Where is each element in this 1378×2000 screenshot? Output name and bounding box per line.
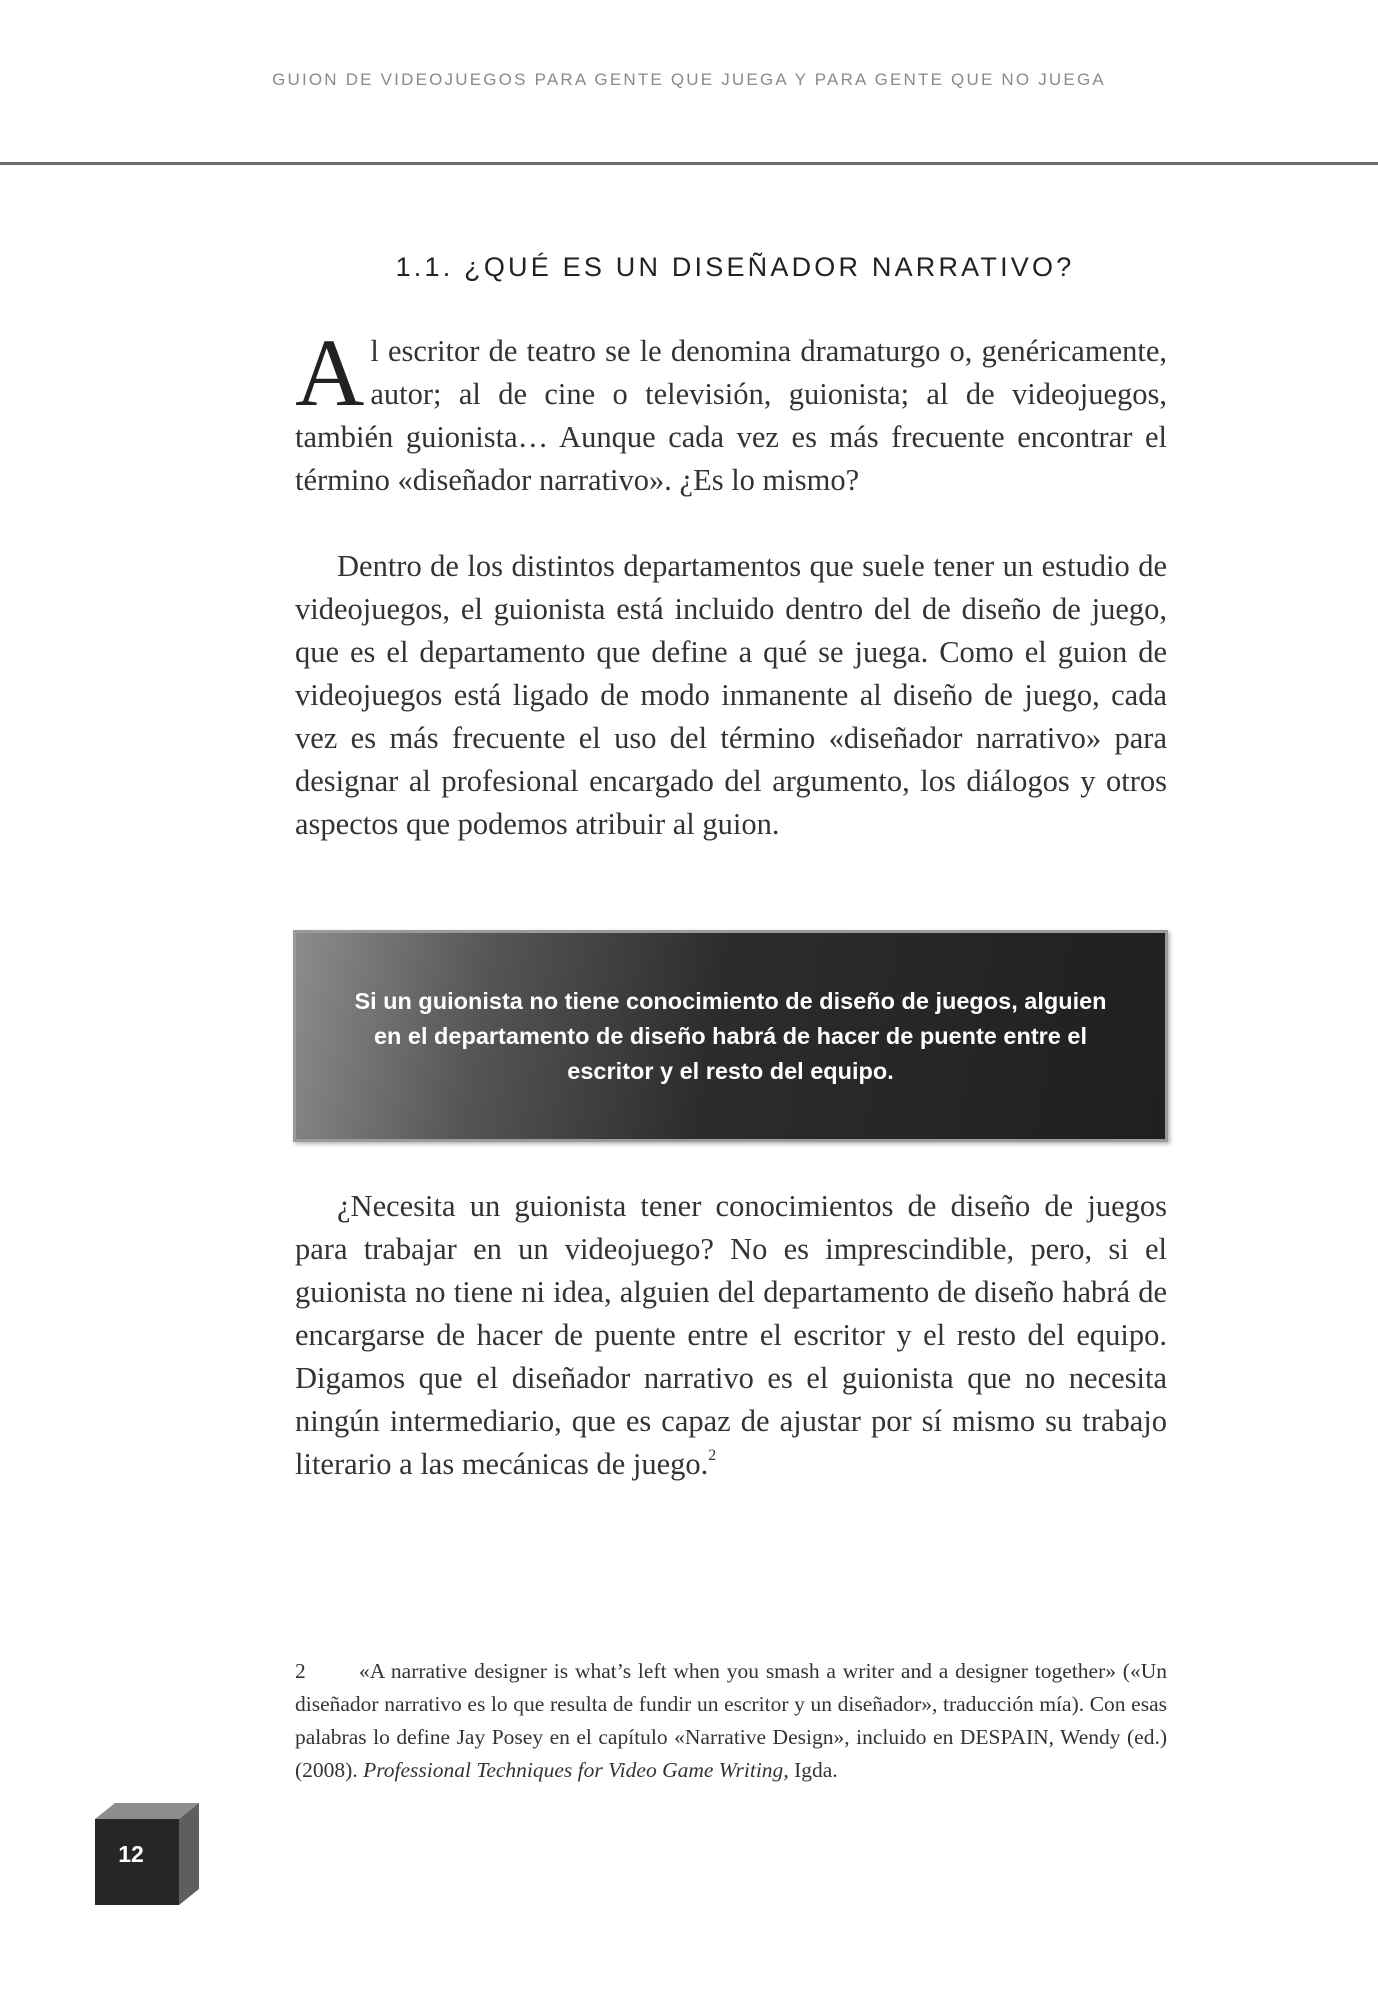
footnote <box>295 1655 1167 1787</box>
paragraph-1-text: l escritor de teatro se le denomina dramaturgo o, genéricamente, autor; al de cine o televisión, guionista; al de videojuegos, también guionista… Aunque cada vez es más frecuente encontrar el término «diseñador narrativo». ¿Es lo mismo? <box>295 334 1167 497</box>
callout-text: Si un guionista no tiene conocimiento de diseño de juegos, alguien en el departamento de diseño habrá de hacer de puente entre el escritor y el resto del equipo. <box>354 987 1107 1084</box>
paragraph-2: Dentro de los distintos departamentos que suele tener un estudio de videojuegos, el guionista está incluido dentro del de diseño de juego, que es el departamento que define a qué se juega. Como el guion de videojuegos está ligado de modo inmanente al diseño de juego, cada vez es más frecuente el uso del término «diseñador narrativo» para designar al profesional encargado del argumento, los diálogos y otros aspectos que podemos atribuir al guion. <box>295 549 1167 841</box>
footnote-number: 2 <box>295 1659 306 1683</box>
paragraph-3 <box>295 1185 1167 1486</box>
callout-box <box>293 930 1168 1142</box>
drop-cap: A <box>295 319 365 426</box>
paragraph-3-text: ¿Necesita un guionista tener conocimientos de diseño de juegos para trabajar en un videojuego? No es imprescindible, pero, si el guionista no tiene ni idea, alguien del departamento de diseño habrá de encargarse de hacer de puente entre el escritor y el resto del equipo. Digamos que el diseñador narrativo es el guionista que no necesita ningún intermediario, que es capaz de ajustar por sí mismo su trabajo literario a las mecánicas de juego. <box>295 1189 1167 1481</box>
header-rule <box>0 162 1378 165</box>
footnote-reference[interactable]: 2 <box>708 1447 717 1464</box>
paragraph-1 <box>295 319 1167 502</box>
running-head: GUION DE VIDEOJUEGOS PARA GENTE QUE JUEGA Y PARA GENTE QUE NO JUEGA <box>272 70 1106 89</box>
section-title: 1.1. ¿QUÉ ES UN DISEÑADOR NARRATIVO? <box>395 252 1075 282</box>
page-number: 12 <box>118 1841 144 1867</box>
footnote-text: «A narrative designer is what’s left when you smash a writer and a designer together» («Un diseñador narrativo es lo que resulta de fundir un escritor y un diseñador», traducción mía). Con esas palabras lo define Jay Posey en el capítulo «Narrative Design», incluido en DESPAIN, Wendy (ed.) (2008). <box>295 1659 1167 1782</box>
footnote-book-title: Professional Techniques for Video Game Writing <box>363 1758 784 1782</box>
footnote-text-end: , Igda. <box>783 1758 838 1782</box>
